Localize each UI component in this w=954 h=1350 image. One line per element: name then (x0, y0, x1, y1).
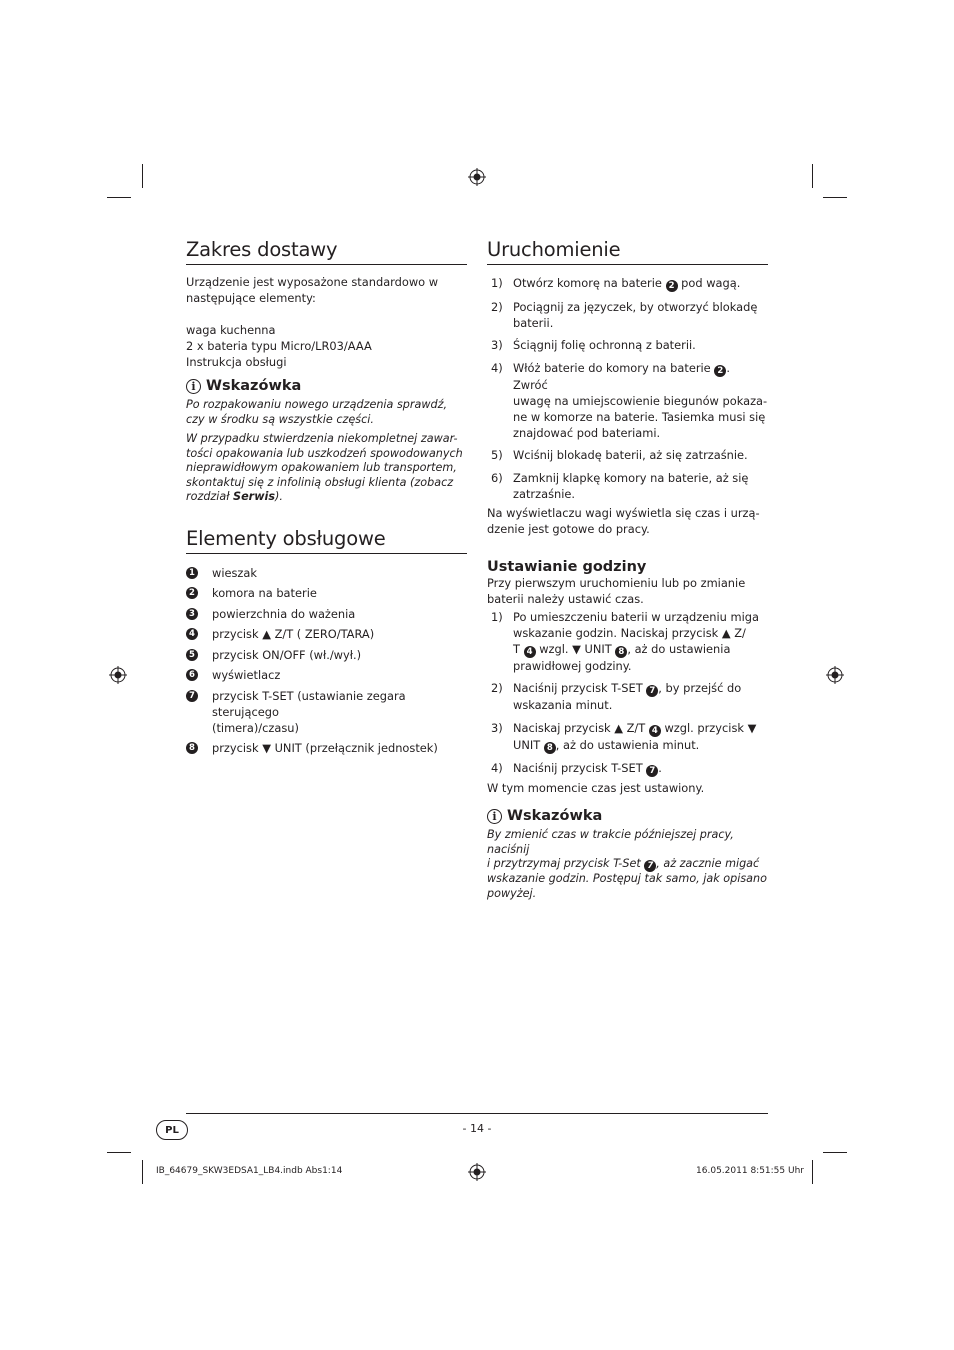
marker-5: 5 (186, 649, 198, 661)
marker-4: 4 (186, 628, 198, 640)
marker-6: 6 (186, 669, 198, 681)
marker-1: 1 (186, 567, 198, 579)
marker-8: 8 (186, 742, 198, 754)
registration-mark-icon (109, 666, 127, 684)
part-item: 1 wieszak (186, 565, 467, 581)
print-date: 16.05.2011 8:51:55 Uhr (696, 1166, 804, 1176)
section-title-controls: Elementy obsługowe (186, 527, 467, 554)
language-badge: PL (156, 1120, 188, 1140)
crop-mark (142, 164, 143, 188)
left-column (186, 238, 467, 761)
crop-mark (823, 197, 847, 198)
step-item: 2) Pociągnij za języczek, by otworzyć blokadę baterii. (491, 299, 758, 330)
part-item: 5 przycisk ON/OFF (wł./wył.) (186, 647, 467, 663)
marker-2: 2 (186, 587, 198, 599)
intro-text: Urządzenie jest wyposażone standardowo w następujące elementy: (186, 275, 439, 305)
registration-mark-icon (468, 1163, 486, 1181)
delivery-item: Instrukcja obsługi (186, 355, 287, 369)
step-item: 1) Otwórz komorę na baterie 2 pod wagą. (491, 276, 741, 291)
step-item: 4) Włóż baterie do komory na baterie 2 . Zwróć uwagę na umiejscowienie biegunów pokaza- ne w komorze na baterie. Tasiemka musi się znajdować pod bateriami. (491, 360, 768, 440)
delivery-item: 2 x bateria typu Micro/LR03/AAA (186, 339, 372, 353)
part-item: 3 powierzchnia do ważenia (186, 606, 467, 622)
crop-mark (823, 1152, 847, 1153)
crop-mark (107, 1152, 131, 1153)
part-item: 8 przycisk ▼ UNIT (przełącznik jednostek) (186, 740, 467, 756)
time-step: 2) Naciśnij przycisk T-SET 7 , by przejść do wskazania minut. (491, 681, 742, 712)
file-info: IB_64679_SKW3EDSA1_LB4.indb Abs1:14 (156, 1166, 343, 1176)
step-item: 6) Zamknij klapkę komory na baterie, aż się zatrzaśnie. (491, 470, 749, 501)
right-column (487, 238, 768, 901)
registration-mark-icon (826, 666, 844, 684)
info-icon: i (186, 379, 201, 394)
note-heading: i Wskazówka (487, 808, 768, 824)
time-step: 1) Po umieszczeniu baterii w urządzeniu miga wskazanie godzin. Naciskaj przycisk ▲ Z/ T 4 wzgl. ▼ UNIT 8 , aż do ustawienia prawidłowej godziny. (491, 609, 759, 673)
registration-mark-icon (468, 168, 486, 186)
crop-mark (812, 1160, 813, 1184)
section-title-startup: Uruchomienie (487, 238, 768, 265)
section-title-delivery: Zakres dostawy (186, 238, 467, 265)
part-item: 6 wyświetlacz (186, 667, 467, 683)
ready-text: Na wyświetlaczu wagi wyświetla się czas i urzą- dzenie jest gotowe do pracy. (487, 505, 760, 536)
subsection-title-time: Ustawianie godziny (487, 558, 647, 575)
delivery-item: waga kuchenna (186, 323, 276, 337)
note-paragraph: W przypadku stwierdzenia niekompletnej zawar- tości opakowania lub uszkodzeń spowodowanych nieprawidłowym opakowaniem lub transportem, skontaktuj się z infolinią obsługi klienta (zobacz rozdział Serwis). (186, 432, 463, 503)
part-item: 7 przycisk T-SET (ustawianie zegara sterującego (timera)/czasu) (186, 688, 467, 736)
time-step: 4) Naciśnij przycisk T-SET 7 . (491, 761, 662, 776)
note-paragraph: Po rozpakowaniu nowego urządzenia sprawdź, czy w środku są wszystkie części. (186, 398, 448, 426)
info-icon: i (487, 809, 502, 824)
note-heading: i Wskazówka (186, 378, 467, 394)
note-paragraph: By zmienić czas w trakcie późniejszej pracy, naciśnij i przytrzymaj przycisk T-Set 7 , aż zacznie migać wskazanie godzin. Postępuj tak samo, jak opisano powyżej. (487, 828, 767, 900)
time-set-text: W tym momencie czas jest ustawiony. (487, 781, 705, 795)
step-item: 5) Wciśnij blokadę baterii, aż się zatrzaśnie. (491, 448, 748, 462)
time-intro: Przy pierwszym uruchomieniu lub po zmianie baterii należy ustawić czas. (487, 575, 746, 606)
page-number: - 14 - (462, 1122, 492, 1135)
time-step: 3) Naciskaj przycisk ▲ Z/T 4 wzgl. przycisk ▼ UNIT 8 , aż do ustawienia minut. (491, 720, 757, 753)
marker-7: 7 (186, 690, 198, 702)
part-item: 4 przycisk ▲ Z/T ( ZERO/TARA) (186, 626, 467, 642)
part-item: 2 komora na baterie (186, 585, 467, 601)
step-item: 3) Ściągnij folię ochronną z baterii. (491, 338, 696, 352)
footer-rule (186, 1113, 768, 1114)
service-reference: Serwis (233, 490, 276, 503)
marker-3: 3 (186, 608, 198, 620)
crop-mark (107, 197, 131, 198)
crop-mark (812, 164, 813, 188)
crop-mark (142, 1160, 143, 1184)
